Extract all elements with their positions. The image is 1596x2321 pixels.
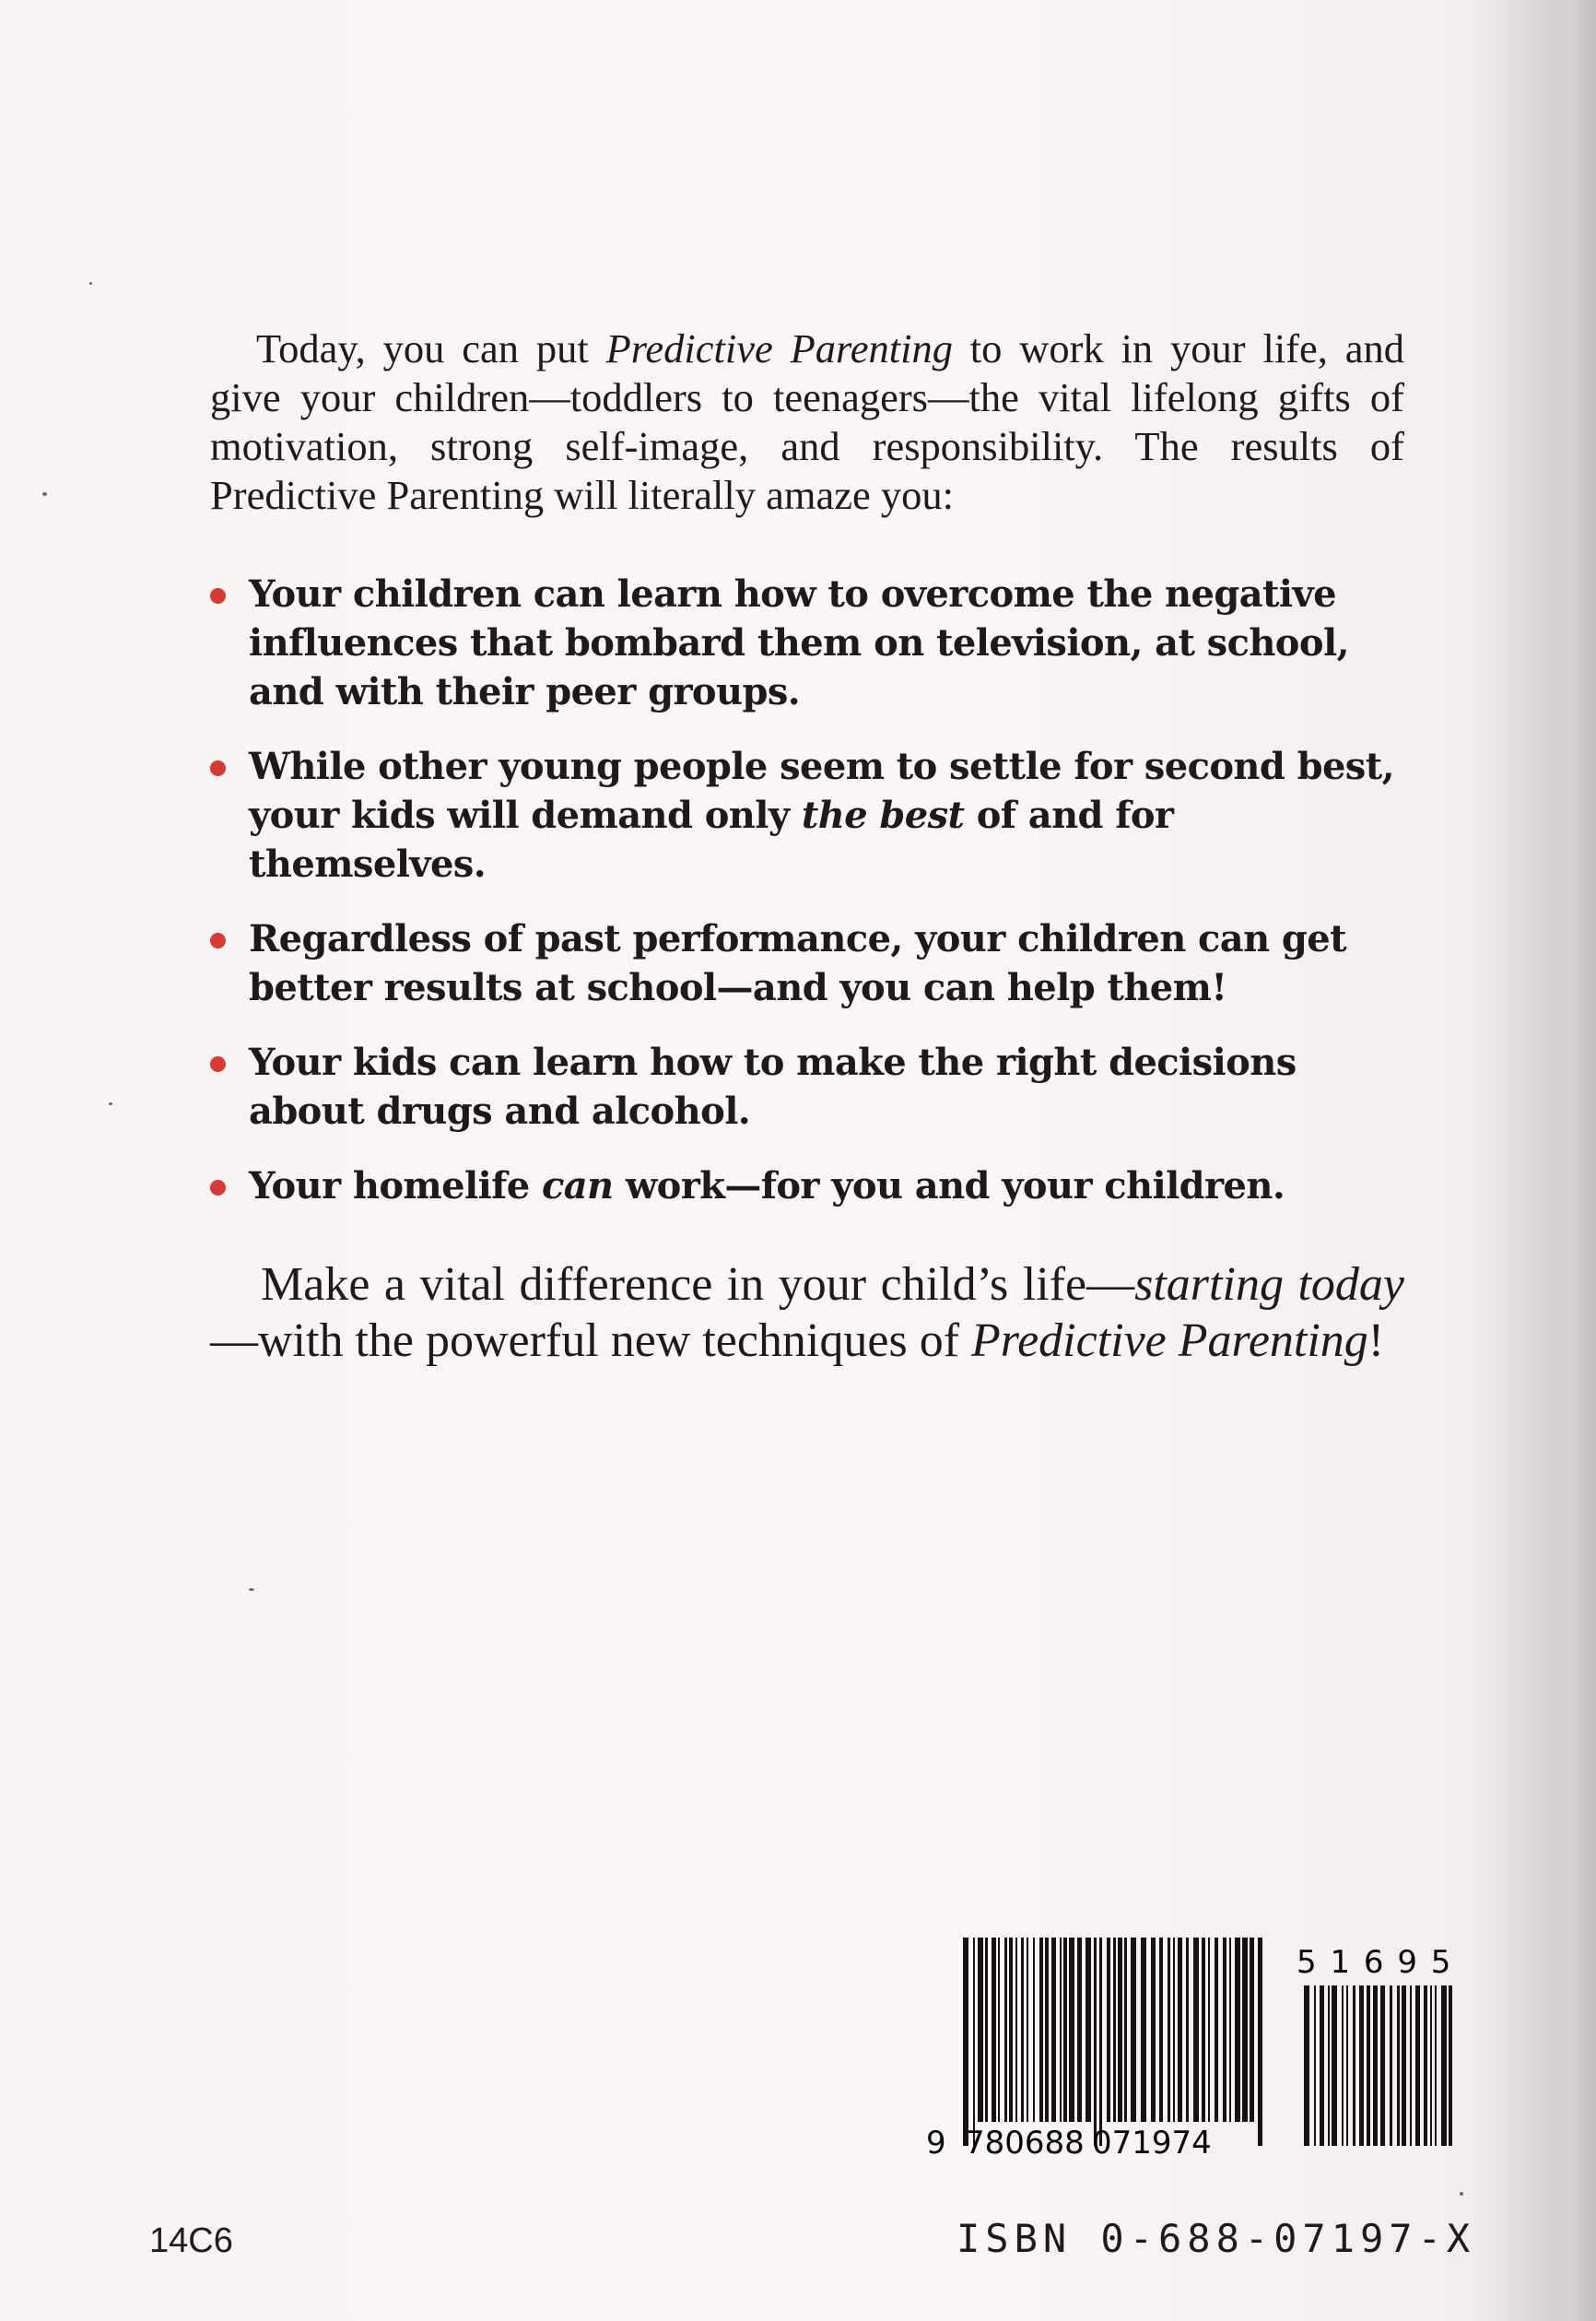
barcode-bar: [1250, 1938, 1254, 2122]
barcode-bar: [1009, 1938, 1013, 2122]
barcode-bar: [1118, 1938, 1122, 2122]
barcode-bar: [1063, 1938, 1067, 2122]
barcode-bar: [1320, 1985, 1324, 2146]
barcode-bar: [1069, 1938, 1074, 2122]
barcode-bar: [1258, 1938, 1262, 2146]
barcode-bar: [1004, 1938, 1007, 2122]
closing-paragraph: [210, 1256, 1404, 1369]
barcode-bar: [1124, 1938, 1127, 2122]
barcode-bar: [1373, 1985, 1378, 2146]
benefit-list: [210, 570, 1404, 1210]
spine-edge: [1554, 0, 1596, 2321]
barcode-bar: [1328, 1985, 1330, 2146]
benefit-text-end: of and for themselves.: [249, 794, 1174, 886]
bullet-dot-icon: [210, 760, 226, 776]
price-code: 5 1 6 9 5: [1297, 1944, 1453, 1981]
benefit-emphasis: the best: [801, 794, 965, 837]
bullet-dot-icon: [210, 933, 226, 948]
price-addon-bars: [1304, 1985, 1452, 2146]
barcode-bar: [1099, 1938, 1102, 2146]
barcode-bar: [1131, 1938, 1136, 2122]
barcode-bar: [1402, 1985, 1406, 2146]
isbn-number: ISBN 0-688-07197-X: [956, 2216, 1476, 2261]
bullet-dot-icon: [210, 1056, 226, 1072]
barcode-bar: [1094, 1938, 1097, 2146]
barcode-bar: [1346, 1985, 1348, 2146]
benefit-item: [210, 742, 1404, 889]
barcode-bar: [985, 1938, 988, 2122]
catalog-code: 14C6: [149, 2221, 233, 2260]
barcode-bar: [1415, 1985, 1420, 2146]
intro-text-end: to work in your life, and give your children—toddlers to teenagers—the vital lifelong gifts of motivation, strong self-image, and responsibility. The results of Predictive Parenting will literally amaze you:: [210, 325, 1404, 518]
benefit-text: While other young people seem to settle for second best, your kids will demand only: [249, 745, 1394, 837]
barcode-bar: [1304, 1985, 1309, 2146]
benefit-text-end: work—for you and your children.: [613, 1164, 1285, 1208]
barcode-bar: [1242, 1938, 1248, 2122]
barcode-bar: [1215, 1938, 1218, 2122]
barcode-bar: [1045, 1938, 1049, 2122]
barcode-first-digit: 9: [926, 2125, 946, 2159]
barcode-bar: [978, 1938, 983, 2122]
barcode-bar: [1015, 1938, 1017, 2122]
barcode-bar: [1424, 1985, 1427, 2146]
bullet-dot-icon: [210, 1180, 226, 1196]
barcode-bar: [1086, 1938, 1091, 2122]
barcode-bar: [1151, 1938, 1156, 2122]
barcode-bar: [1039, 1938, 1043, 2122]
benefit-text: Your children can learn how to overcome the negative influences that bombard them on television, at school, and with their peer groups.: [249, 572, 1349, 713]
barcode-bar: [1314, 1985, 1316, 2146]
barcode-left-digits: 780688: [965, 2125, 1085, 2159]
closing-text-start: Make a vital difference in your child’s life—: [261, 1258, 1135, 1311]
barcode-bar: [1397, 1985, 1400, 2146]
isbn-barcode: [926, 1938, 1461, 2159]
closing-book-title: Predictive Parenting: [971, 1314, 1368, 1367]
benefit-text: Regardless of past performance, your children can get better results at school—and you can help them!: [249, 917, 1346, 1009]
barcode-bar: [1359, 1985, 1364, 2146]
barcode-bar: [1051, 1938, 1056, 2122]
barcode-bar: [1353, 1985, 1355, 2146]
closing-text-middle: —with the powerful new techniques of: [210, 1314, 972, 1367]
barcode-bar: [1141, 1938, 1146, 2122]
barcode-bar: [992, 1938, 996, 2122]
barcode-bar: [1113, 1938, 1116, 2122]
closing-emphasis: starting today: [1134, 1258, 1404, 1311]
barcode-bar: [1107, 1938, 1110, 2122]
paper-speck: [42, 492, 47, 496]
barcode-bar: [1390, 1985, 1392, 2146]
benefit-item: [210, 1038, 1404, 1136]
barcode-bar: [998, 1938, 1000, 2122]
barcode-bar: [963, 1938, 968, 2146]
barcode-bar: [1430, 1985, 1432, 2146]
barcode-bar: [1193, 1938, 1199, 2122]
benefit-emphasis: can: [541, 1164, 614, 1208]
benefit-item: [210, 570, 1404, 716]
barcode-bar: [1159, 1938, 1163, 2122]
barcode-bar: [1435, 1985, 1437, 2146]
barcode-bar: [973, 1938, 975, 2146]
closing-text-end: !: [1367, 1314, 1385, 1367]
blurb: [210, 324, 1404, 1369]
barcode-bar: [1178, 1938, 1182, 2122]
benefit-text: Your homelife: [249, 1164, 542, 1208]
paper-speck: [1460, 2192, 1463, 2196]
barcode-bar: [1223, 1938, 1226, 2122]
bullet-dot-icon: [210, 588, 226, 604]
barcode-bar: [1342, 1985, 1344, 2146]
benefit-text: Your kids can learn how to make the right decisions about drugs and alcohol.: [249, 1041, 1297, 1133]
barcode-bar: [1173, 1938, 1175, 2122]
barcode-bar: [1235, 1938, 1240, 2122]
barcode-bar: [1202, 1938, 1205, 2122]
barcode-bar: [1033, 1938, 1035, 2122]
barcode-bar: [1021, 1938, 1024, 2122]
benefit-item: [210, 914, 1404, 1012]
barcode-bar: [1027, 1938, 1028, 2122]
barcode-bar: [1077, 1938, 1082, 2122]
intro-text-start: Today, you can put: [256, 325, 606, 371]
barcode-right-digits: 071974: [1092, 2125, 1212, 2159]
benefit-item: [210, 1161, 1404, 1210]
barcode-bar: [1060, 1938, 1062, 2122]
paper-speck: [249, 1588, 254, 1591]
barcode-bar: [1410, 1985, 1412, 2146]
barcode-bar: [1441, 1985, 1447, 2146]
ean-barcode-bars: [963, 1938, 1262, 2146]
barcode-bar: [1380, 1985, 1385, 2146]
intro-book-title: Predictive Parenting: [605, 325, 953, 371]
barcode-bar: [1367, 1985, 1370, 2146]
barcode-bar: [1229, 1938, 1231, 2122]
barcode-bar: [1332, 1985, 1337, 2146]
barcode-bar: [1186, 1938, 1189, 2122]
barcode-bar: [1208, 1938, 1210, 2122]
intro-paragraph: [210, 324, 1404, 520]
barcode-bar: [1449, 1985, 1452, 2146]
barcode-bar: [1168, 1938, 1170, 2122]
paper-speck: [109, 1102, 112, 1105]
paper-speck: [89, 282, 92, 285]
